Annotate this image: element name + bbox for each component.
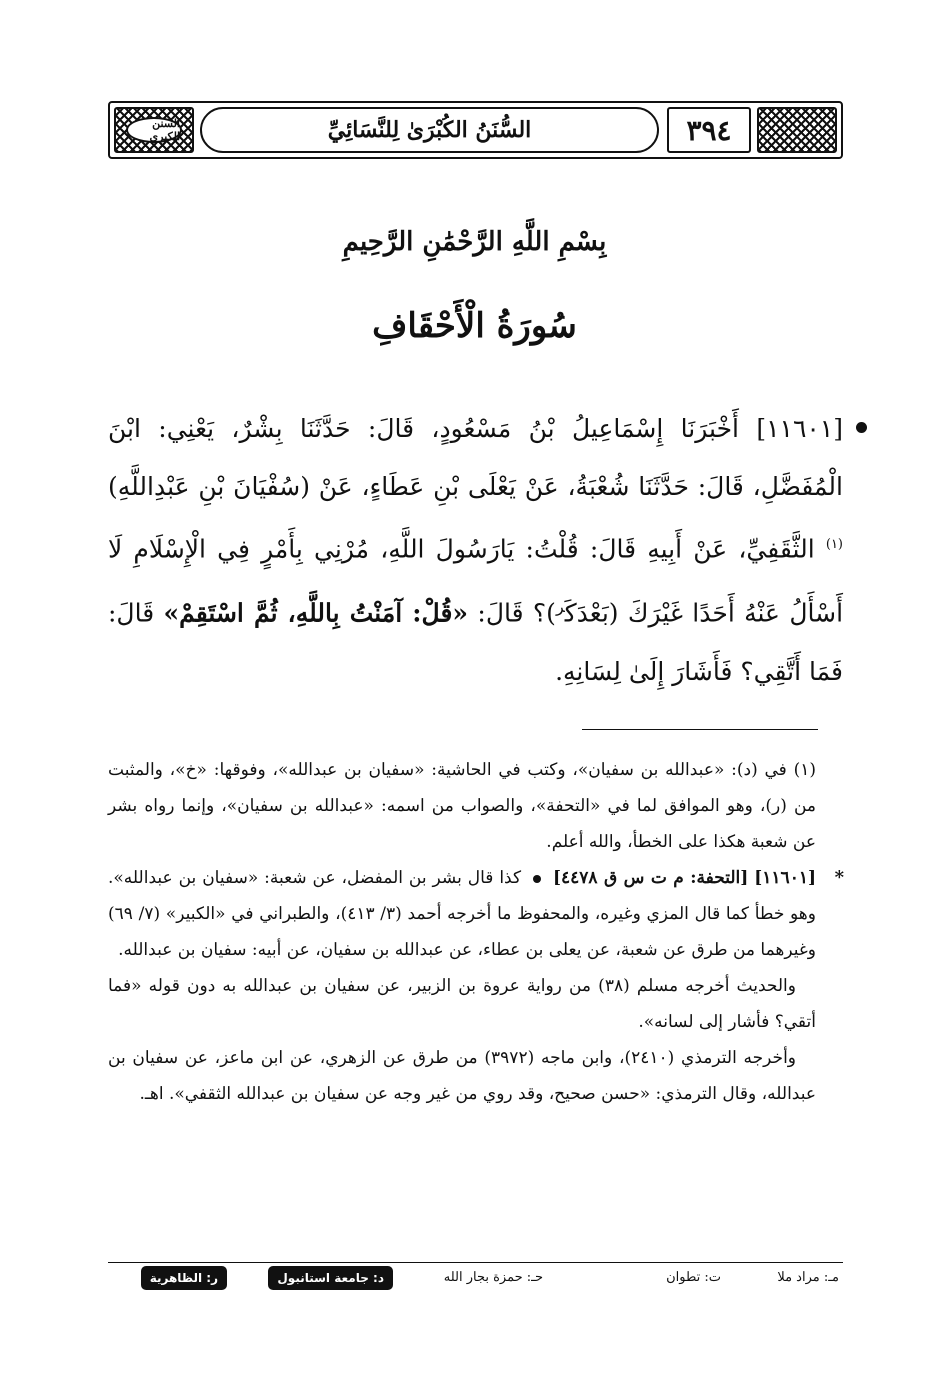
- footnote-separator: [582, 729, 818, 730]
- tuhfa-reference: [التحفة: م ت س ق ٤٤٧٨]: [552, 868, 749, 888]
- prophet-quote: «قُلْ: آمَنْتُ بِاللَّهِ، ثُمَّ اسْتَقِمْ»: [163, 598, 469, 628]
- bullet-icon: [856, 422, 867, 433]
- basmala: بِسْمِ اللَّهِ الرَّحْمَٰنِ الرَّحِيمِ: [342, 227, 607, 257]
- footnotes: [108, 752, 844, 1112]
- takhrij-block: [108, 860, 844, 968]
- surah-title: سُورَةُ الْأَحْقَافِ: [372, 306, 577, 346]
- hadith-part-2: الثَّقَفِيِّ، عَنْ أَبِيهِ قَالَ: قُلْتُ: يَارَسُولَ اللَّهِ، مُرْنِي بِأَمْرٍ فِي الْإِسْلَامِ لَا أَسْأَلُ عَنْهُ أَحَدًا غَيْرَكَ (بَعْدَكَ: [108, 534, 844, 628]
- manuscript-m: مـ: مراد ملا: [777, 1270, 839, 1285]
- ornamental-frame-icon: [757, 107, 837, 153]
- page-number: ٣٩٤: [667, 107, 751, 153]
- manuscript-r-badge: ر: الظاهرية: [141, 1266, 227, 1290]
- manuscript-t: ت: تطوان: [666, 1270, 721, 1285]
- hadith-part-3: )؟ قَالَ:: [477, 598, 556, 628]
- hadith-part-4: قَالَ: فَمَا أَتَّقِي؟ فَأَشَارَ إِلَىٰ لِسَانِهِ.: [108, 598, 843, 686]
- hadith-part-1: أَخْبَرَنَا إِسْمَاعِيلُ بْنُ مَسْعُودٍ، قَالَ: حَدَّثَنَا بِشْرٌ، يَعْنِي: ابْنَ الْمُفَضَّلِ، قَالَ: حَدَّثَنَا شُعْبَةُ، عَنْ يَعْلَى بْنِ عَطَاءٍ، عَنْ (سُفْيَانَ بْنِ عَبْدِاللَّهِ): [108, 414, 843, 501]
- takhrij-text-2: والحديث أخرجه مسلم (٣٨) من رواية عروة بن الزبير، عن سفيان بن عبدالله به دون قوله «فما أتقي؟ فأشار إلى لسانه».: [108, 976, 816, 1032]
- book-seal-text: السنن الكبرى: [126, 117, 182, 143]
- page-header: [108, 101, 843, 159]
- bullet-icon: [533, 875, 541, 883]
- manuscript-h: حـ: حمزة بجار الله: [443, 1270, 543, 1285]
- footnote-1: (١) في (د): «عبدالله بن سفيان»، وكتب في الحاشية: «سفيان بن عبدالله»، وفوقها: «خ»، والمثبت من (ر)، وهو الموافق لما في «التحفة»، والصواب من اسمه: «عبدالله بن سفيان»، وإنما رواه بشر عن شعبة هكذا على الخطأ، والله أعلم.: [108, 760, 816, 852]
- running-title: السُّنَنُ الكُبْرَىٰ لِلنَّسَائِيِّ: [200, 107, 659, 153]
- star-mark: *: [834, 867, 844, 888]
- hadith-number: [١١٦٠١]: [756, 414, 843, 443]
- manuscript-d-badge: د: جامعة استانبول: [268, 1266, 393, 1290]
- takhrij-text-1: كذا قال بشر بن المفضل، عن شعبة: «سفيان بن عبدالله». وهو خطأ كما قال المزي وغيره، والمحفوظ ما أخرجه أحمد (٣/ ٤١٣)، والطبراني في «الكبير» (٧/ ٦٩) وغيرهما من طرق عن شعبة، عن يعلى بن عطاء، عن عبدالله بن سفيان، عن أبيه: سفيان بن عبدالله.: [108, 868, 816, 960]
- book-seal-icon: [114, 107, 194, 153]
- footnote-ref: (١): [825, 537, 843, 552]
- hadith-text: [108, 400, 843, 701]
- takhrij-text-3: وأخرجه الترمذي (٢٤١٠)، وابن ماجه (٣٩٧٢) من طرق عن الزهري، عن ابن ماعز، عن سفيان بن عبدالله، وقال الترمذي: «حسن صحيح، وقد روي من غير وجه عن سفيان بن عبدالله الثقفي». اهـ.: [108, 1048, 816, 1104]
- manuscript-mark: ر: [555, 597, 565, 617]
- takhrij-number: [١١٦٠١]: [754, 868, 816, 888]
- bottom-separator: [108, 1262, 843, 1263]
